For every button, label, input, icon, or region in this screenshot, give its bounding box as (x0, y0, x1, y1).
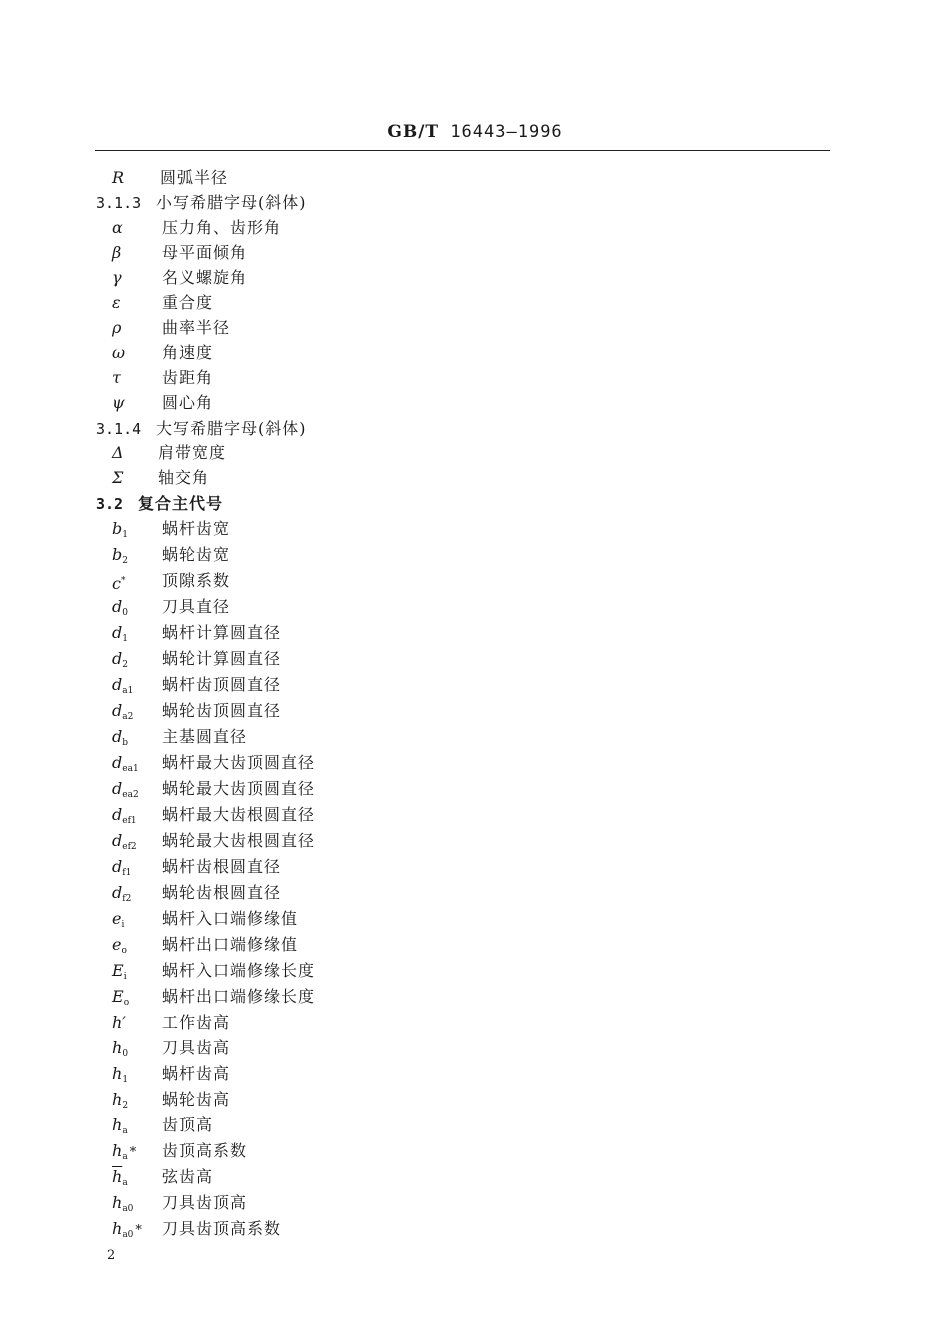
symbol-description: 蜗轮齿高 (162, 1090, 231, 1109)
symbol: $d_2$ (112, 649, 128, 670)
symbol: $d_0$ (112, 597, 128, 618)
symbol: ρ (112, 318, 122, 337)
symbol: $E_i$ (112, 961, 127, 982)
symbol-description: 齿顶高系数 (162, 1141, 248, 1160)
symbol-description: 蜗杆出口端修缘值 (162, 935, 299, 954)
symbol: $b_2$ (112, 545, 128, 566)
symbol: $d_{ef2}$ (112, 831, 137, 852)
header-rule (95, 150, 830, 151)
symbol-description: 刀具齿顶高 (162, 1193, 248, 1212)
symbol: $d_{f2}$ (112, 883, 132, 904)
symbol-description: 蜗杆齿顶圆直径 (162, 675, 282, 694)
section-title: 复合主代号 (138, 494, 224, 513)
symbol-description: 蜗杆齿宽 (162, 519, 231, 538)
symbol-description: 角速度 (162, 343, 214, 362)
symbol: ε (112, 293, 121, 312)
symbol-description: 蜗杆齿高 (162, 1064, 231, 1083)
symbol-description: 齿距角 (162, 368, 214, 387)
symbol-description: 弦齿高 (162, 1167, 214, 1186)
symbol: $e_o$ (112, 935, 127, 956)
symbol-description: 蜗杆最大齿根圆直径 (162, 805, 316, 824)
symbol: $h_a$ * (112, 1141, 137, 1162)
symbol: β (112, 243, 122, 262)
symbol-description: 刀具齿高 (162, 1038, 231, 1057)
symbol-description: 曲率半径 (162, 318, 231, 337)
section-number: 3.1.4 (96, 420, 142, 438)
symbol: $E_o$ (112, 987, 130, 1008)
symbol-description: 工作齿高 (162, 1013, 231, 1032)
symbol: $d_{a1}$ (112, 675, 134, 696)
symbol-description: 母平面倾角 (162, 243, 248, 262)
symbol: γ (112, 268, 122, 287)
symbol-description: 圆心角 (162, 393, 214, 412)
symbol: $e_i$ (112, 909, 125, 930)
symbol: $d_{a2}$ (112, 701, 134, 722)
symbol-description: 压力角、齿形角 (162, 218, 282, 237)
symbol: $d_b$ (112, 727, 129, 748)
symbol-description: 蜗轮最大齿根圆直径 (162, 831, 316, 850)
symbol-description: 蜗轮最大齿顶圆直径 (162, 779, 316, 798)
symbol: τ (112, 368, 121, 387)
symbol-description: 蜗杆齿根圆直径 (162, 857, 282, 876)
symbol: $h_{a0}$ * (112, 1219, 142, 1240)
symbol: $h_1$ (112, 1064, 129, 1085)
symbol-description: 齿顶高 (162, 1115, 214, 1134)
section-title: 小写希腊字母(斜体) (156, 193, 307, 212)
symbol: ψ (112, 393, 125, 412)
symbol-description: 蜗杆出口端修缘长度 (162, 987, 316, 1006)
symbol: h′ (112, 1013, 126, 1032)
symbol: $d_{ea1}$ (112, 753, 139, 774)
symbol-description: 刀具齿顶高系数 (162, 1219, 282, 1238)
symbol: c* (112, 574, 126, 593)
symbol: Δ (112, 443, 124, 462)
symbol: ω (112, 343, 126, 362)
symbol-description: 蜗杆计算圆直径 (162, 623, 282, 642)
symbol-description: 轴交角 (158, 468, 210, 487)
symbol: $h_0$ (112, 1038, 129, 1059)
symbol: Σ (112, 468, 124, 487)
symbol-description: 蜗杆入口端修缘值 (162, 909, 299, 928)
symbol-description: 主基圆直径 (162, 727, 248, 746)
symbol: $d_1$ (112, 623, 128, 644)
symbol-description: 刀具直径 (162, 597, 231, 616)
symbol: $h_{a0}$ (112, 1193, 134, 1214)
symbol: $b_1$ (112, 519, 128, 540)
symbol-description: 名义螺旋角 (162, 268, 248, 287)
symbol-description: 圆弧半径 (160, 168, 229, 187)
page-number: 2 (107, 1248, 116, 1263)
section-number: 3.1.3 (96, 194, 142, 212)
symbol: $h_a$ (112, 1115, 128, 1136)
symbol-description: 蜗杆最大齿顶圆直径 (162, 753, 316, 772)
symbol: $\overline{h}_a$ (112, 1167, 128, 1188)
symbol-description: 蜗轮齿根圆直径 (162, 883, 282, 902)
symbol: α (112, 218, 123, 237)
symbol: $d_{ea2}$ (112, 779, 139, 800)
symbol: R (112, 168, 125, 187)
symbol: $d_{f1}$ (112, 857, 132, 878)
symbol: $d_{ef1}$ (112, 805, 137, 826)
symbol-description: 蜗轮计算圆直径 (162, 649, 282, 668)
symbol-description: 重合度 (162, 293, 214, 312)
symbol-description: 肩带宽度 (158, 443, 227, 462)
standard-code: GB/T (387, 122, 440, 142)
section-title: 大写希腊字母(斜体) (156, 419, 307, 438)
symbol-description: 蜗轮齿顶圆直径 (162, 701, 282, 720)
symbol-description: 蜗杆入口端修缘长度 (162, 961, 316, 980)
section-number: 3.2 (96, 495, 124, 513)
standard-number: 16443—1996 (450, 122, 563, 142)
symbol-description: 蜗轮齿宽 (162, 545, 231, 564)
symbol: $h_2$ (112, 1090, 129, 1111)
symbol-description: 顶隙系数 (162, 571, 231, 590)
page-header (0, 122, 950, 142)
